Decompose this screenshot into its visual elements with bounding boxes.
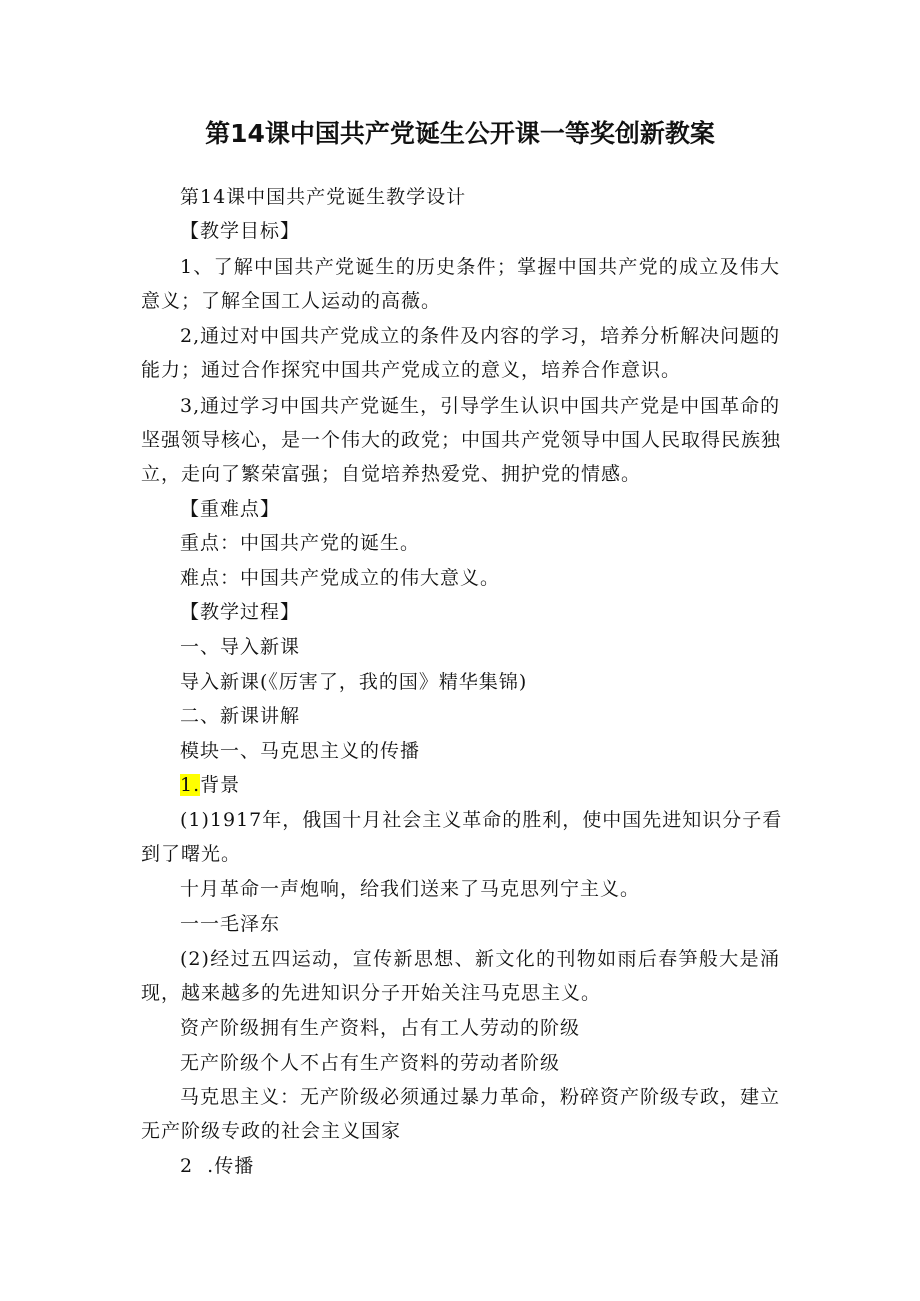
quote-author: 一一毛泽东: [180, 913, 281, 935]
module-1-heading: 模块一、马克思主义的传播: [180, 740, 421, 762]
background-2-line-1: (2)经过五四运动，宣传新思想、新文化的刊物如雨后春笋般大是涌: [180, 948, 780, 970]
quote: 十月革命一声炮响，给我们送来了马克思列宁主义。: [180, 878, 641, 900]
objective-2-line-2: 能力；通过合作探究中国共产党成立的意义，培养合作意识。: [141, 359, 682, 381]
bourgeoisie-definition: 资产阶级拥有生产资料，占有工人劳动的阶级: [180, 1017, 581, 1039]
section-heading-process: 【教学过程】: [180, 601, 301, 623]
step-intro-heading: 一、导入新课: [180, 636, 301, 658]
objective-3-line-3: 立，走向了繁荣富强；自觉培养热爱党、拥护党的情感。: [141, 463, 642, 485]
background-1-line-2: 到了曙光。: [141, 843, 242, 865]
step-lecture-heading: 二、新课讲解: [180, 705, 301, 727]
background-2-line-2: 现，越来越多的先进知识分子开始关注马克思主义。: [141, 982, 602, 1004]
objective-1-line-2: 意义；了解全国工人运动的高薇。: [141, 290, 442, 312]
difficult-point: 难点：中国共产党成立的伟大意义。: [180, 567, 501, 589]
objective-3-line-2: 坚强领导核心，是一个伟大的政党；中国共产党领导中国人民取得民族独: [141, 429, 782, 451]
section-heading-objectives: 【教学目标】: [180, 220, 301, 242]
background-label: 背景: [200, 774, 241, 796]
objective-3-line-1: 3,通过学习中国共产党诞生，引导学生认识中国共产党是中国革命的: [180, 395, 781, 417]
objective-1-line-1: 1、了解中国共产党诞生的历史条件；掌握中国共产党的成立及伟大: [180, 256, 780, 278]
lesson-subtitle: 第14课中国共产党诞生教学设计: [180, 186, 467, 208]
marxism-line-2: 无产阶级专政的社会主义国家: [141, 1120, 402, 1142]
background-heading: [180, 768, 240, 802]
marxism-line-1: 马克思主义：无产阶级必须通过暴力革命，粉碎资产阶级专政，建立: [180, 1086, 781, 1108]
highlighted-number: 1.: [180, 774, 201, 796]
proletariat-definition: 无产阶级个人不占有生产资料的劳动者阶级: [180, 1052, 561, 1074]
spread-heading: 2 .传播: [180, 1155, 255, 1177]
key-point: 重点：中国共产党的诞生。: [180, 532, 421, 554]
objective-2-line-1: 2,通过对中国共产党成立的条件及内容的学习，培养分析解决问题的: [180, 325, 781, 347]
background-1-line-1: (1)1917年，俄国十月社会主义革命的胜利，使中国先进知识分子看: [180, 809, 783, 831]
section-heading-key-points: 【重难点】: [180, 498, 281, 520]
document-title: 第14课中国共产党诞生公开课一等奖创新教案: [205, 119, 715, 148]
step-intro-content: 导入新课(《厉害了，我的国》精华集锦): [180, 671, 528, 693]
